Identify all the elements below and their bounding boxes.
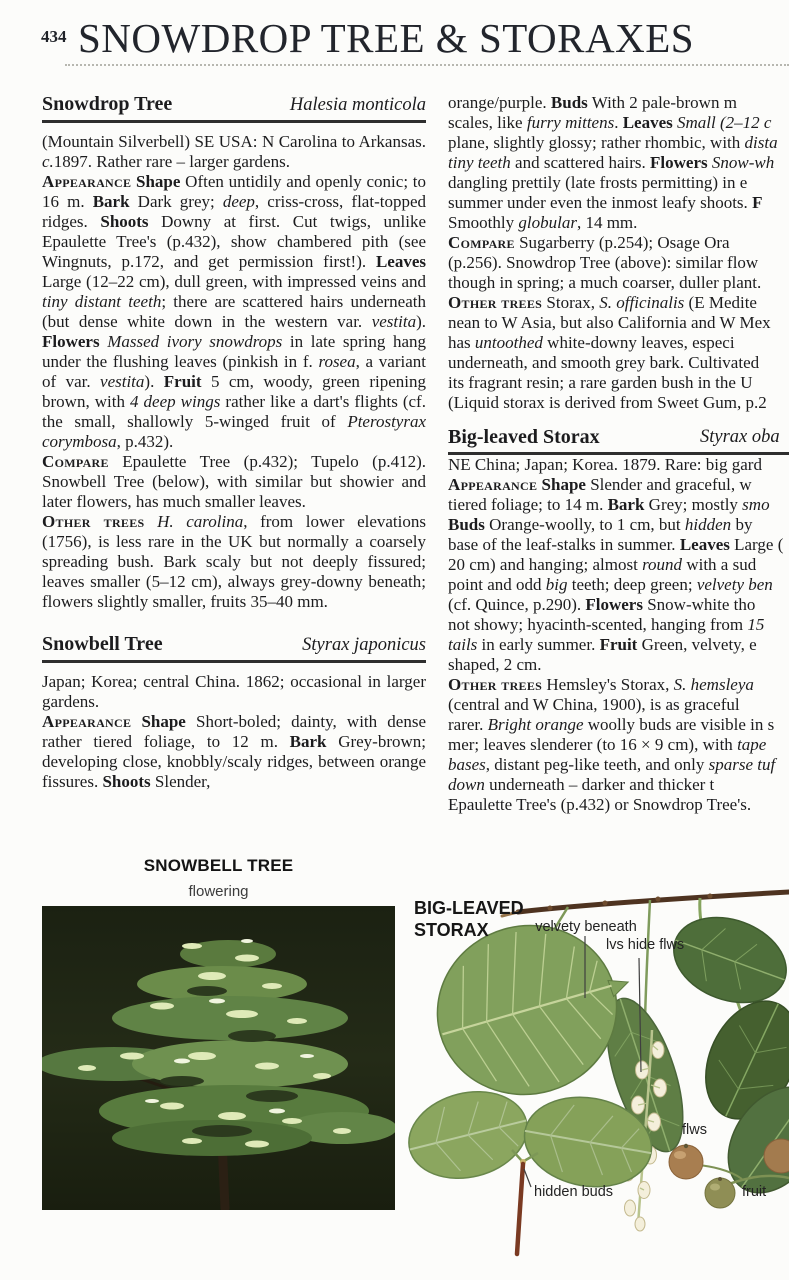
text-line: tiered foliage; to 14 m. Bark Grey; mostly smo <box>448 495 770 514</box>
twig <box>502 892 789 916</box>
photo-caption-subtitle: flowering <box>188 883 249 900</box>
text-line: (Liquid storax is derived from Sweet Gum, p.2 <box>448 393 767 412</box>
text-line: (p.256). Snowdrop Tree (above): similar flow <box>448 253 759 272</box>
section-heading <box>42 93 426 123</box>
section-body <box>42 132 426 612</box>
paragraph: Other trees H. carolina, from lower elevations (1756), is less rare in the UK but normally a coarsely spreading bush. Bark scaly but not deeply fissured; leaves smaller (5–12 cm), always grey-downy beneath; flowers slightly smaller, fruits 35–40 mm. <box>42 512 426 611</box>
paragraph: Japan; Korea; central China. 1862; occasional in larger gardens. <box>42 672 426 711</box>
paragraph: Appearance Shape Short-boled; dainty, with dense rather tiered foliage, to 12 m. Bark Grey-brown; developing close, knobbly/scaly ridges, between orange fissures. Shoots Slender, <box>42 712 427 791</box>
label-lvs-hide-flws: lvs hide flws <box>606 937 685 953</box>
text-line: tails in early summer. Fruit Green, velvety, e <box>448 635 757 654</box>
text-line: Smoothly globular, 14 mm. <box>448 213 638 232</box>
species-name: Styrax japonicus <box>302 635 426 655</box>
paragraph: Appearance Shape Often untidily and openly conic; to 16 m. Bark Dark grey; deep, criss-cross, flat-topped ridges. Shoots Downy at first. Cut twigs, unlike Epaulette Tree's (p.432), show chambered pith (see Wingnuts, p.172, and get permission first!). Leaves Large (12–22 cm), dull green, with impressed veins and tiny distant teeth; there are scattered hairs underneath (but dense white down in the western var. vestita). Flowers Massed ivory snowdrops in late spring hang under the flushing leaves (pinkish in f. rosea, a variant of var. vestita). Fruit 5 cm, woody, green ripening brown, with 4 deep wings rather like a dart's flights (cf. the small, shallowly 5-winged fruit of Pterostyrax corymbosa, p.432). <box>42 172 427 451</box>
text-line: summer under even the inmost leafy shoots. F <box>448 193 763 212</box>
text-line: point and odd big teeth; deep green; velvety ben <box>448 575 773 594</box>
text-line: down underneath – darker and thicker t <box>448 775 715 794</box>
text-line: shaped, 2 cm. <box>448 655 542 674</box>
text-line: underneath, and smooth grey bark. Cultivated <box>448 353 760 372</box>
text-line: (cf. Quince, p.290). Flowers Snow-white tho <box>448 595 756 614</box>
label-velvety-beneath: velvety beneath <box>535 919 637 935</box>
section-body <box>448 455 789 815</box>
text-line: orange/purple. Buds With 2 pale-brown m <box>448 93 737 112</box>
text-line: mer; leaves slenderer (to 16 × 9 cm), with tape <box>448 735 767 754</box>
text-line: tiny teeth and scattered hairs. Flowers Snow-wh <box>448 153 775 172</box>
text-line: scales, like furry mittens. Leaves Small (2–12 c <box>448 113 772 132</box>
text-line: NE China; Japan; Korea. 1879. Rare: big gard <box>448 455 762 474</box>
photo-caption-title: SNOWBELL TREE <box>143 856 294 875</box>
section-body <box>42 672 426 792</box>
text-line: rarer. Bright orange woolly buds are visible in s <box>448 715 775 734</box>
illustration-title <box>414 897 524 941</box>
snowbell-tree-photo <box>42 906 395 1210</box>
page-number: 434 <box>41 27 67 46</box>
text-line: its fragrant resin; a rare garden bush in the U <box>448 373 753 392</box>
bottom-leaf-pair <box>400 1080 659 1254</box>
section-big-leaved-storax <box>448 426 789 815</box>
species-name: Styrax oba <box>700 427 780 447</box>
label-flws: flws <box>682 1122 707 1138</box>
snowbell-continued-text <box>448 93 789 413</box>
page-title: SNOWDROP TREE & STORAXES <box>78 15 695 61</box>
text-line: though in spring; a much coarser, duller plant. <box>448 273 762 292</box>
text-line: not showy; hyacinth-scented, hanging from 15 <box>448 615 765 634</box>
text-line: Appearance Shape Slender and graceful, w <box>448 475 752 494</box>
section-snowbell-tree <box>42 633 426 792</box>
text-line: base of the leaf-stalks in summer. Leaves Large ( <box>448 535 784 554</box>
paragraph: Compare Epaulette Tree (p.432); Tupelo (p.412). Snowbell Tree (below), with similar but showier and later flowers, has much smaller leaves. <box>42 452 426 511</box>
label-fruit: fruit <box>742 1184 767 1200</box>
section-heading <box>42 633 426 663</box>
right-column <box>448 93 789 815</box>
text-line: Buds Orange-woolly, to 1 cm, but hidden by <box>448 515 753 534</box>
text-line: Other trees Storax, S. officinalis (E Medite <box>448 293 757 312</box>
text-line: bases, distant peg-like teeth, and only sparse tuf <box>448 755 776 774</box>
section-title: Big-leaved Storax <box>448 426 600 448</box>
label-hidden-buds: hidden buds <box>534 1184 614 1200</box>
section-snowdrop-tree <box>42 93 426 612</box>
text-line: nean to W Asia, but also California and W Mex <box>448 313 771 332</box>
section-title: Snowbell Tree <box>42 633 163 655</box>
text-line: Compare Sugarberry (p.254); Osage Ora <box>448 233 730 252</box>
illustration-title-line2: STORAX <box>414 920 489 940</box>
text-line: Epaulette Tree's (p.432) or Snowdrop Tree's. <box>448 795 752 814</box>
text-line: 20 cm) and hanging; almost round with a sud <box>448 555 757 574</box>
illustration-title-line1: BIG-LEAVED <box>414 898 524 918</box>
paragraph: (Mountain Silverbell) SE USA: N Carolina to Arkansas. c.1897. Rather rare – larger gardens. <box>42 132 426 171</box>
species-name: Halesia monticola <box>289 95 426 115</box>
text-line: (central and W China, 1900), is as graceful <box>448 695 740 714</box>
text-line: plane, slightly glossy; rather rhombic, with dista <box>448 133 778 152</box>
text-line: dangling prettily (late frosts permitting) in e <box>448 173 748 192</box>
text-line: Other trees Hemsley's Storax, S. hemsleya <box>448 675 754 694</box>
left-column <box>42 93 426 792</box>
text-line: has untoothed white-downy leaves, especi <box>448 333 735 352</box>
section-heading <box>448 426 789 455</box>
section-title: Snowdrop Tree <box>42 93 173 115</box>
header-rule <box>65 64 789 66</box>
